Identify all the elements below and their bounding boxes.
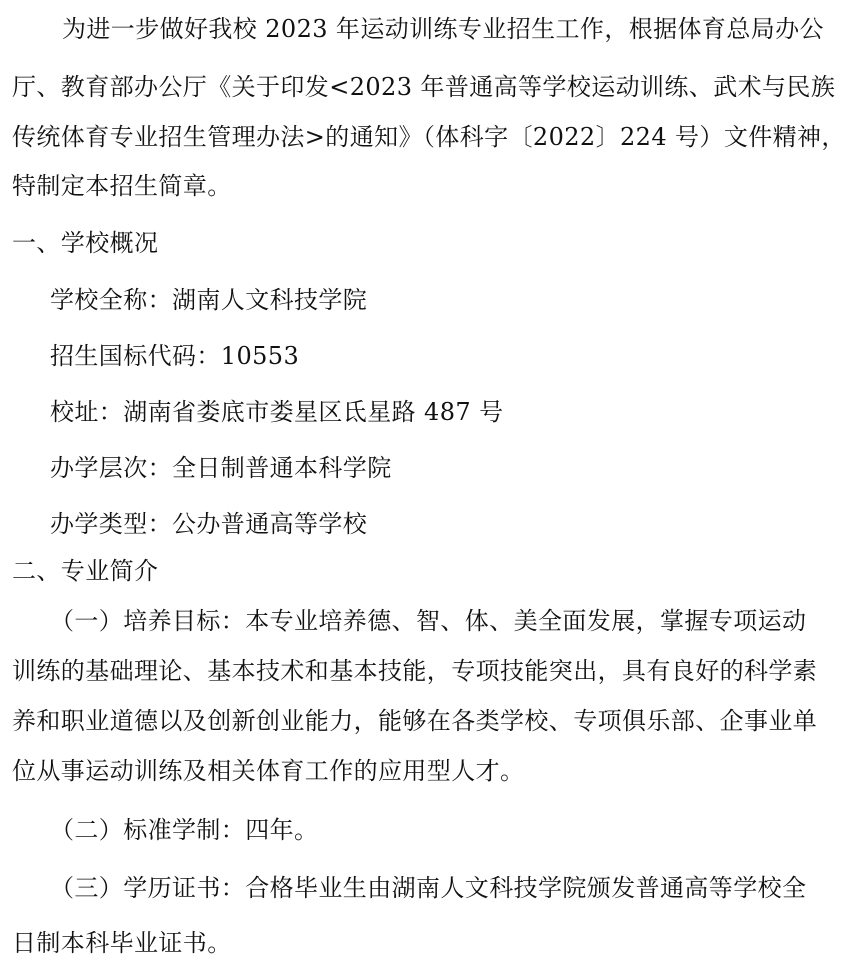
school-address-item: 校址：湖南省娄底市娄星区氐星路 487 号 bbox=[50, 398, 504, 426]
duration-line: （二）标准学制：四年。 bbox=[50, 816, 319, 844]
intro-line-2: 厅、教育部办公厅《关于印发<2023 年普通高等学校运动训练、武术与民族 bbox=[12, 73, 836, 101]
goal-line-4: 位从事运动训练及相关体育工作的应用型人才。 bbox=[12, 757, 525, 785]
intro-line-3: 传统体育专业招生管理办法>的通知》（体科字〔2022〕224 号）文件精神， bbox=[12, 123, 846, 151]
goal-line-3: 养和职业道德以及创新创业能力，能够在各类学校、专项俱乐部、企事业单 bbox=[12, 707, 818, 735]
school-code-item: 招生国标代码：10553 bbox=[50, 342, 300, 370]
certificate-line-1: （三）学历证书：合格毕业生由湖南人文科技学院颁发普通高等学校全 bbox=[50, 874, 807, 902]
section-2-heading: 二、专业简介 bbox=[12, 557, 159, 585]
intro-line-4: 特制定本招生简章。 bbox=[12, 172, 232, 200]
school-name-item: 学校全称：湖南人文科技学院 bbox=[50, 286, 368, 314]
goal-line-2: 训练的基础理论、基本技术和基本技能，专项技能突出，具有良好的科学素 bbox=[12, 657, 818, 685]
school-type-item: 办学类型：公办普通高等学校 bbox=[50, 510, 368, 538]
school-level-item: 办学层次：全日制普通本科学院 bbox=[50, 454, 392, 482]
section-1-heading: 一、学校概况 bbox=[12, 229, 159, 257]
certificate-line-2: 日制本科毕业证书。 bbox=[12, 929, 232, 957]
goal-line-1: （一）培养目标：本专业培养德、智、体、美全面发展，掌握专项运动 bbox=[50, 607, 807, 635]
intro-line-1: 为进一步做好我校 2023 年运动训练专业招生工作，根据体育总局办公 bbox=[62, 15, 824, 43]
